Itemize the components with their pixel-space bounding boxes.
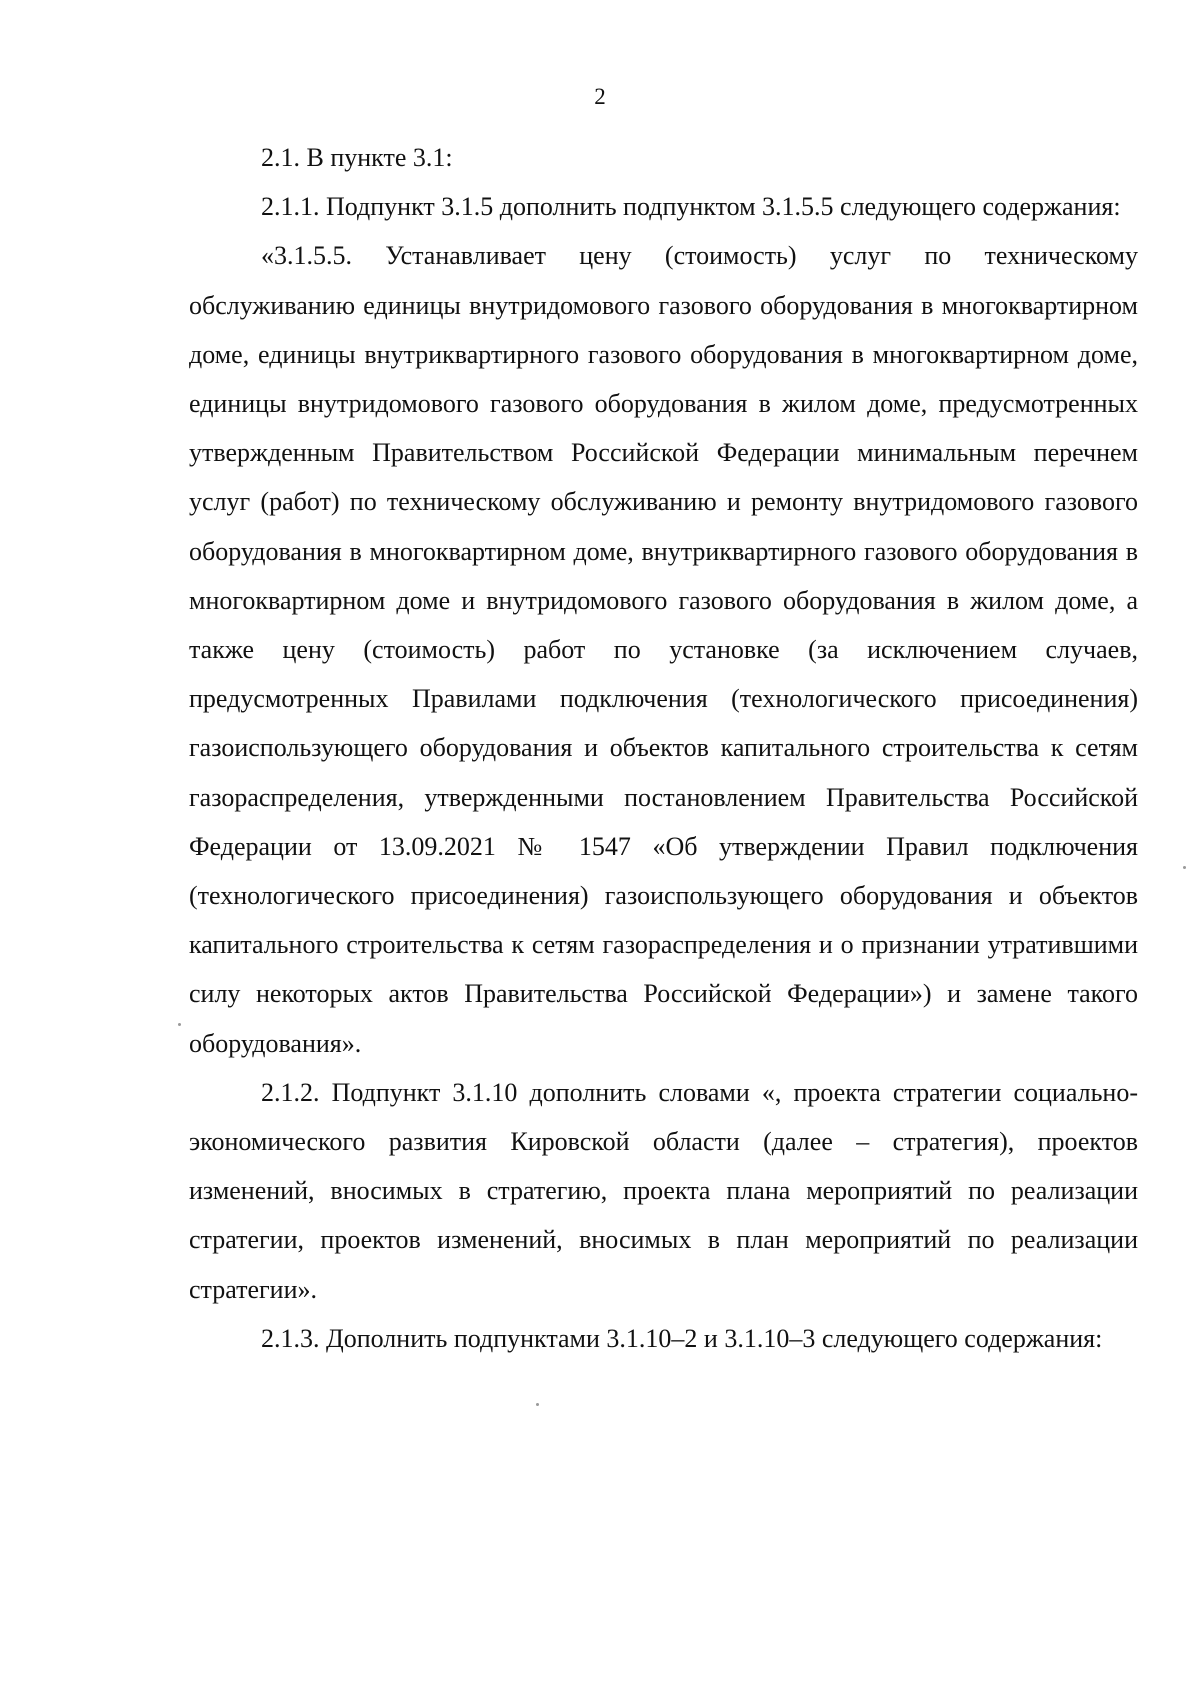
paragraph-2-1-2: 2.1.2. Подпункт 3.1.10 дополнить словами «, проекта стратегии социально-экономического развития Кировской области (далее – стратегия), проектов изменений, вносимых в стратегию, проекта плана мероприятий по реализации стратегии, проектов изменений, вносимых в план мероприятий по реализации стратегии». [189, 1077, 1138, 1304]
paragraph-2-1-1: 2.1.1. Подпункт 3.1.5 дополнить подпунктом 3.1.5.5 следующего содержания: [261, 192, 1121, 222]
scan-speck [178, 1023, 181, 1026]
paragraph-3-1-5-5: «3.1.5.5. Устанавливает цену (стоимость) услуг по техническому обслуживанию единицы внутридомового газового оборудования в многоквартирном доме, единицы внутриквартирного газового оборудования в многоквартирном доме, единицы внутридомового газового оборудования в жилом доме, предусмотренных утвержденным Правительством Российской Федерации минимальным перечнем услуг (работ) по техническому обслуживанию и ремонту внутридомового газового оборудования в многоквартирном доме, внутриквартирного газового оборудования в многоквартирном доме и внутридомового газового оборудования в жилом доме, а также цену (стоимость) работ по установке (за исключением случаев, предусмотренных Правилами подключения (технологического присоединения) газоиспользующего оборудования и объектов капитального строительства к сетям газораспределения, утвержденными постановлением Правительства Российской Федерации от 13.09.2021 № 1547 «Об утверждении Правил подключения (технологического присоединения) газоиспользующего оборудования и объектов капитального строительства к сетям газораспределения и о признании утратившими силу некоторых актов Правительства Российской Федерации») и замене такого оборудования». [189, 241, 1138, 1058]
paragraph-2-1: 2.1. В пункте 3.1: [261, 143, 453, 172]
scan-speck [1183, 866, 1186, 869]
paragraph-2-1-3: 2.1.3. Дополнить подпунктами 3.1.10–2 и 3.1.10–3 следующего содержания: [261, 1323, 1103, 1353]
page-number: 2 [594, 84, 606, 109]
scan-speck [536, 1403, 539, 1406]
document-body [189, 133, 1138, 1363]
